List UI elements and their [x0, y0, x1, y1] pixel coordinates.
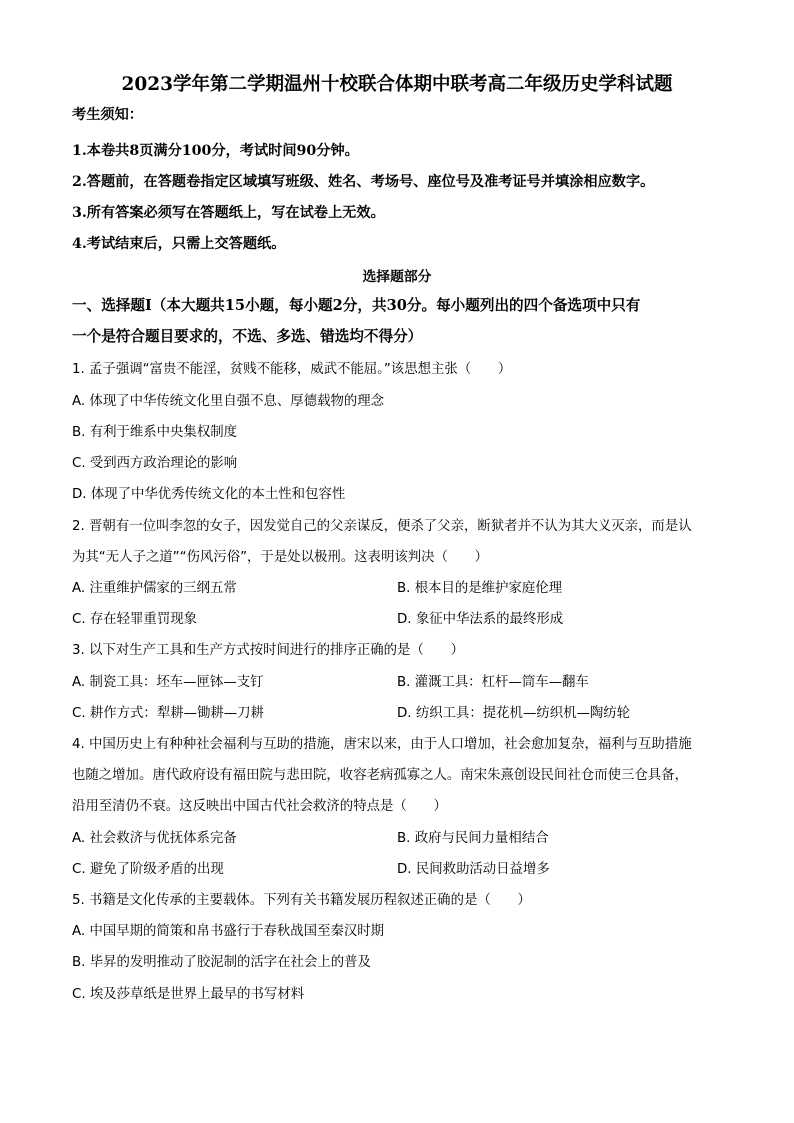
answer-option: D. 民间救助活动日益增多 [397, 862, 550, 877]
question-stem: 也随之增加。唐代政府设有福田院与悲田院，收容老病孤寡之人。南宋朱熹创设民间社仓而使三仓具备， [72, 768, 688, 783]
answer-option: D. 象征中华法系的最终形成 [397, 612, 564, 627]
answer-option: C. 受到西方政治理论的影响 [72, 456, 238, 471]
answer-option: A. 体现了中华传统文化里自强不息、厚德载物的理念 [72, 394, 385, 409]
question-stem: 为其“无人子之道”“伤风污俗”，于是处以极刑。这表明该判决（ ） [72, 550, 489, 565]
section-instructions: 一、选择题Ⅰ（本大题共15小题，每小题2分，共30分。每小题列出的四个备选项中只有 [72, 297, 641, 314]
answer-option: A. 注重维护儒家的三纲五常 [72, 581, 237, 596]
section-title: 选择题部分 [362, 269, 432, 285]
answer-option: B. 有利于维系中央集权制度 [72, 425, 237, 440]
notice-item: 4.考试结束后，只需上交答题纸。 [72, 236, 286, 252]
notice-item: 2.答题前，在答题卷指定区域填写班级、姓名、考场号、座位号及准考证号并填涂相应数字。 [72, 174, 655, 190]
exam-title: 2023学年第二学期温州十校联合体期中联考高二年级历史学科试题 [121, 74, 673, 95]
answer-option: A. 中国早期的简策和帛书盛行于春秋战国至秦汉时期 [72, 924, 385, 939]
question-stem: 沿用至清仍不衰。这反映出中国古代社会救济的特点是（ ） [72, 799, 447, 814]
answer-option: C. 避免了阶级矛盾的出现 [72, 862, 224, 877]
question-stem: 1. 孟子强调“富贵不能淫，贫贱不能移，威武不能屈。”该思想主张（ ） [72, 362, 512, 377]
question-stem: 4. 中国历史上有种种社会福利与互助的措施，唐宋以来，由于人口增加，社会愈加复杂，福利与互助措施 [72, 737, 692, 752]
section-instructions: 一个是符合题目要求的，不选、多选、错选均不得分） [72, 328, 423, 345]
answer-option: C. 存在轻罪重罚现象 [72, 612, 197, 627]
answer-option: B. 政府与民间力量相结合 [397, 831, 549, 846]
answer-option: B. 根本目的是维护家庭伦理 [397, 581, 562, 596]
answer-option: C. 耕作方式：犁耕—锄耕—刀耕 [72, 706, 264, 721]
answer-option: C. 埃及莎草纸是世界上最早的书写材料 [72, 987, 305, 1002]
answer-option: B. 毕昇的发明推动了胶泥制的活字在社会上的普及 [72, 955, 371, 970]
question-stem: 5. 书籍是文化传承的主要载体。下列有关书籍发展历程叙述正确的是（ ） [72, 893, 531, 908]
notice-heading: 考生须知： [72, 107, 143, 123]
answer-option: D. 纺织工具：提花机—纺织机—陶纺轮 [397, 706, 631, 721]
notice-item: 3.所有答案必须写在答题纸上，写在试卷上无效。 [72, 205, 385, 221]
answer-option: B. 灌溉工具：杠杆—筒车—翻车 [397, 675, 589, 690]
question-stem: 3. 以下对生产工具和生产方式按时间进行的排序正确的是（ ） [72, 643, 464, 658]
notice-item: 1.本卷共8页满分100分，考试时间90分钟。 [72, 143, 359, 159]
answer-option: A. 制瓷工具：坯车—匣钵—支钉 [72, 675, 264, 690]
question-stem: 2. 晋朝有一位叫李忽的女子，因发觉自己的父亲谋反，便杀了父亲，断狱者并不认为其大义灭亲，而是认 [72, 519, 692, 534]
answer-option: A. 社会救济与优抚体系完备 [72, 831, 237, 846]
answer-option: D. 体现了中华优秀传统文化的本土性和包容性 [72, 487, 346, 502]
